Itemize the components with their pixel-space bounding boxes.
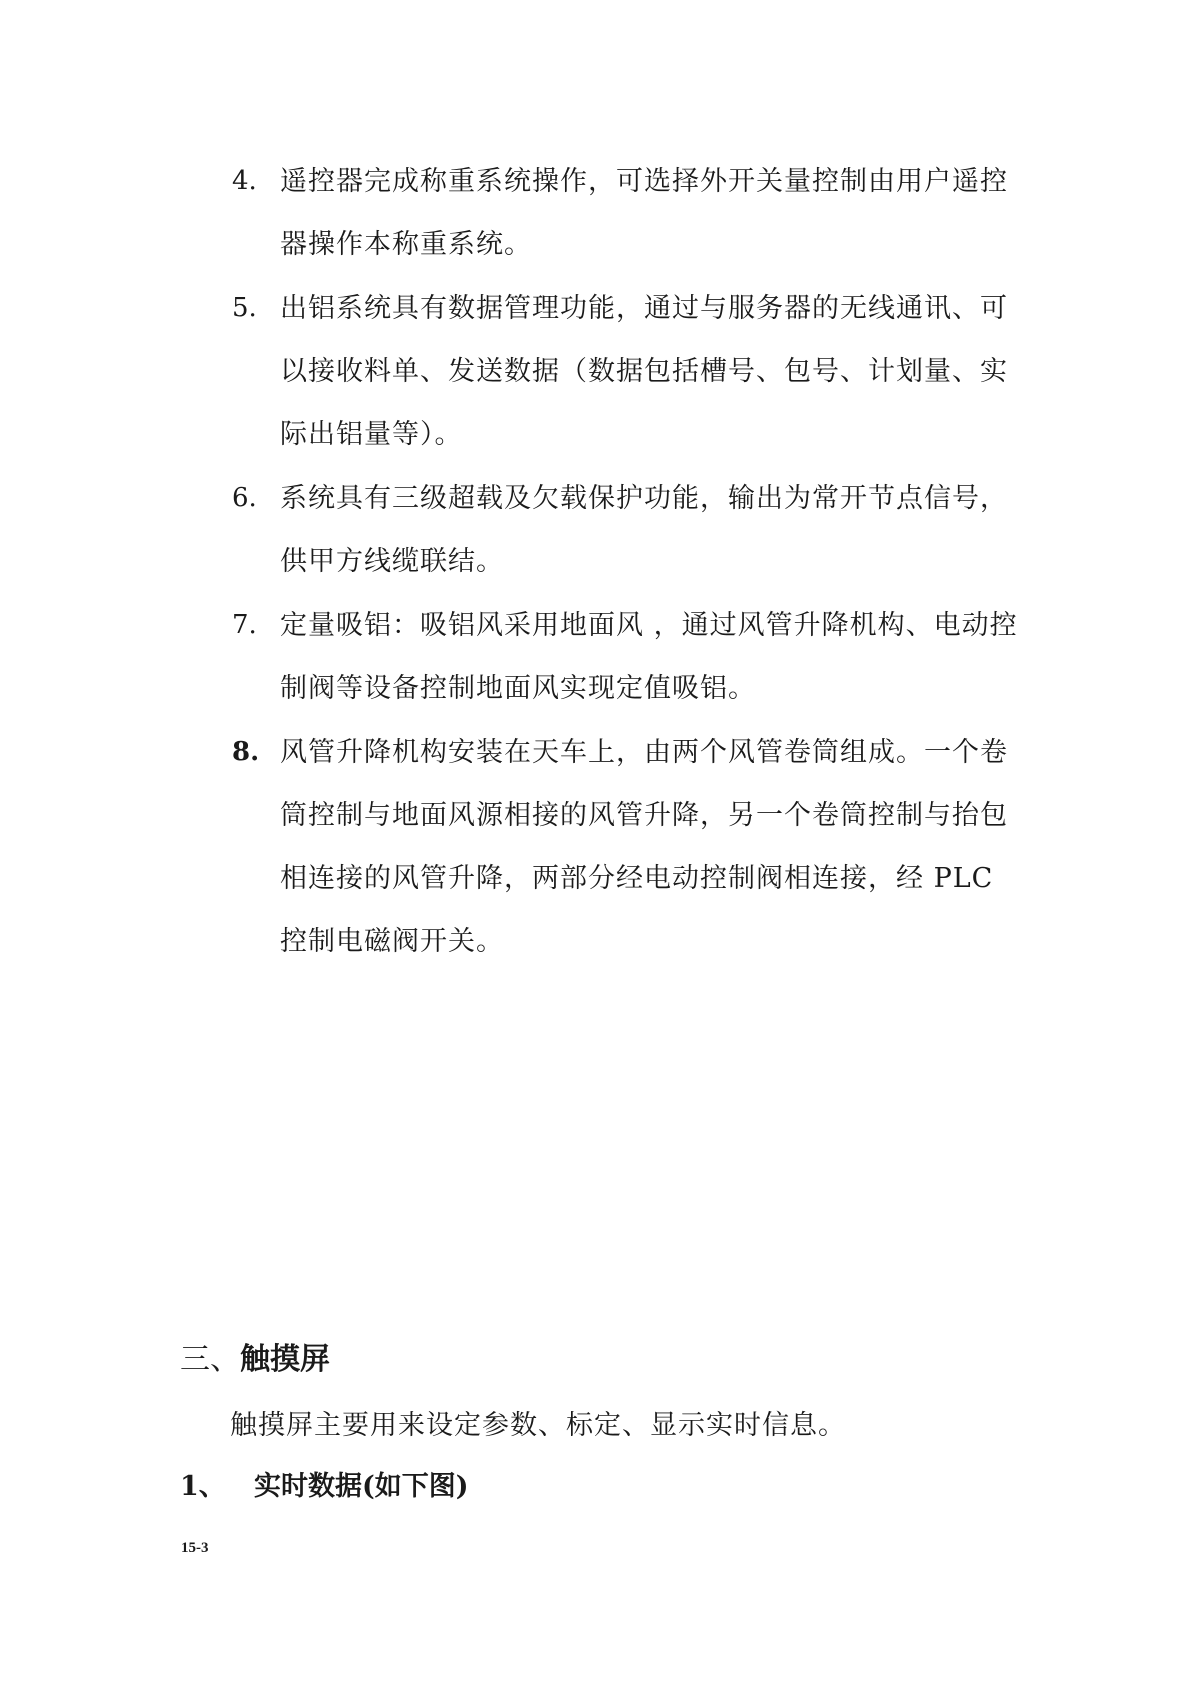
subsection-heading (180, 1465, 469, 1509)
list-item-text: 定量吸铝：吸铝风采用地面风 ，通过风管升降机构、电动控制阀等设备控制地面风实现定值吸铝。 (280, 610, 1018, 704)
list-item (232, 277, 1022, 466)
list-item (232, 150, 1022, 276)
list-item-number: 6. (232, 483, 257, 513)
list-item-text: 出铝系统具有数据管理功能，通过与服务器的无线通讯、可以接收料单、发送数据（数据包括槽号、包号、计划量、实际出铝量等）。 (280, 293, 1008, 450)
list-item-text: 系统具有三级超载及欠载保护功能，输出为常开节点信号，供甲方线缆联结。 (280, 483, 1008, 577)
subsection-title: 实时数据(如下图) (254, 1471, 469, 1502)
section-heading (180, 1338, 330, 1382)
list-item-number: 4. (232, 166, 257, 196)
page-number: 15-3 (181, 1540, 209, 1556)
list-item-number: 5. (232, 293, 257, 323)
section-number: 三、 (180, 1342, 240, 1377)
list-item-number: 8. (232, 737, 260, 767)
section-paragraph: 触摸屏主要用来设定参数、标定、显示实时信息。 (230, 1410, 846, 1441)
list-item-text: 风管升降机构安装在天车上，由两个风管卷筒组成。一个卷筒控制与地面风源相接的风管升降，另一个卷筒控制与抬包相连接的风管升降，两部分经电动控制阀相连接，经 PLC 控制电磁阀开关。 (280, 737, 1008, 957)
section-title: 触摸屏 (240, 1342, 330, 1377)
list-item (232, 721, 1022, 973)
list-item-text: 遥控器完成称重系统操作，可选择外开关量控制由用户遥控器操作本称重系统。 (280, 166, 1008, 260)
numbered-list (232, 150, 1022, 974)
subsection-number: 1、 (180, 1471, 226, 1502)
list-item-number: 7. (232, 610, 257, 640)
list-item (232, 467, 1022, 593)
list-item (232, 594, 1022, 720)
